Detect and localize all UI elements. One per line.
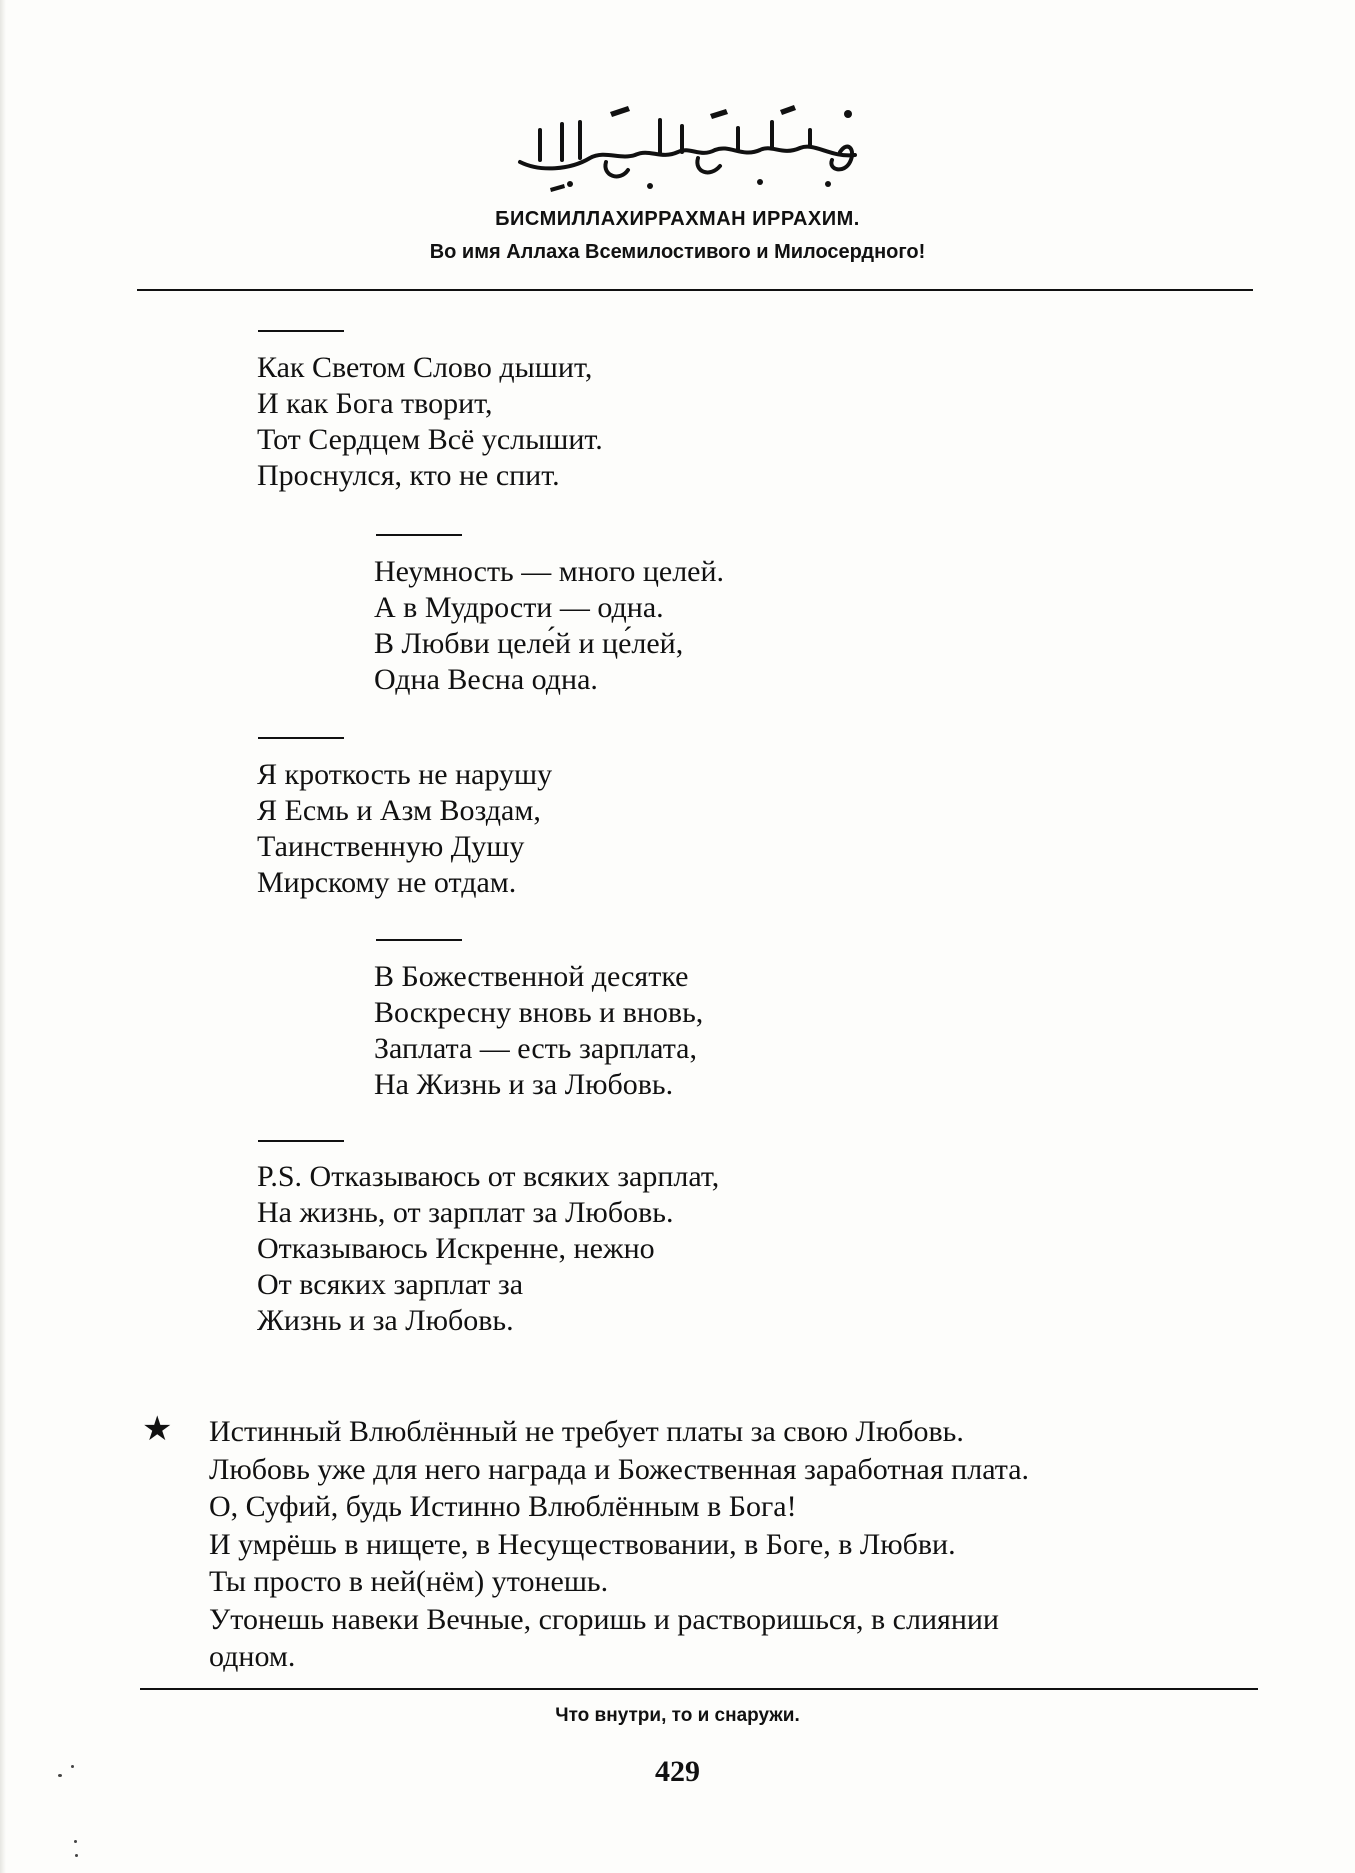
stanza-2 xyxy=(374,554,724,698)
header-rule xyxy=(137,289,1253,291)
scan-speck xyxy=(71,1765,74,1768)
stanza-separator xyxy=(376,534,462,536)
footer-rule xyxy=(140,1688,1258,1690)
bismillah-calligraphy-icon xyxy=(510,100,870,200)
stanza-line: P.S. Отказываюсь от всяких зарплат, xyxy=(257,1160,720,1193)
stanza-separator xyxy=(258,330,344,332)
stanza-line: На Жизнь и за Любовь. xyxy=(374,1068,674,1101)
stanza-line: Проснулся, кто не спит. xyxy=(257,459,560,492)
stanza-separator xyxy=(376,939,462,941)
stanza-3 xyxy=(257,757,552,901)
stanza-separator xyxy=(258,1140,344,1142)
stanza-line: Отказываюсь Искренне, нежно xyxy=(257,1232,655,1265)
header-subtitle: Во имя Аллаха Всемилостивого и Милосердного! xyxy=(429,241,926,263)
page-number: 429 xyxy=(655,1755,700,1788)
scan-speck xyxy=(58,1774,62,1777)
footer-motto: Что внутри, то и снаружи. xyxy=(555,1705,800,1726)
header-title: БИСМИЛЛАХИРРАХМАН ИРРАХИМ. xyxy=(495,208,860,230)
stanza-line: В Любви целе́й и це́лей, xyxy=(374,627,684,660)
page-edge-shadow xyxy=(0,0,6,1873)
commentary-note xyxy=(209,1413,1229,1676)
stanza-line: Мирскому не отдам. xyxy=(257,866,517,899)
scan-speck xyxy=(75,1854,78,1857)
stanza-4 xyxy=(374,959,703,1103)
stanza-line: Как Светом Слово дышит, xyxy=(257,351,593,384)
note-line: Утонешь навеки Вечные, сгоришь и растворишься, в слиянии xyxy=(209,1602,999,1636)
star-icon: ★ xyxy=(142,1409,173,1449)
note-line: Истинный Влюблённый не требует платы за свою Любовь. xyxy=(209,1415,964,1448)
stanza-line: Заплата — есть зарплата, xyxy=(374,1032,697,1065)
stanza-line: А в Мудрости — одна. xyxy=(374,591,664,624)
note-line: О, Суфий, будь Истинно Влюблённым в Бога! xyxy=(209,1490,797,1523)
stanza-separator xyxy=(258,737,344,739)
stanza-line: Воскресну вновь и вновь, xyxy=(374,996,704,1029)
stanza-5-postscript xyxy=(257,1159,719,1339)
stanza-line: Неумность — много целей. xyxy=(374,555,725,588)
stanza-line: И как Бога творит, xyxy=(257,387,493,420)
stanza-line: Таинственную Душу xyxy=(257,830,525,863)
stanza-line: Я Есмь и Азм Воздам, xyxy=(257,794,541,827)
stanza-line: Жизнь и за Любовь. xyxy=(257,1304,514,1337)
stanza-line: В Божественной десятке xyxy=(374,960,689,993)
note-line: Любовь уже для него награда и Божественная заработная плата. xyxy=(209,1452,1030,1486)
stanza-line: На жизнь, от зарплат за Любовь. xyxy=(257,1196,674,1229)
stanza-line: Одна Весна одна. xyxy=(374,663,598,696)
stanza-line: От всяких зарплат за xyxy=(257,1268,524,1301)
note-line: Ты просто в ней(нём) утонешь. xyxy=(209,1565,609,1598)
stanza-line: Я кроткость не нарушу xyxy=(257,758,553,791)
stanza-line: Тот Сердцем Всё услышит. xyxy=(257,423,603,456)
stanza-1 xyxy=(257,350,603,494)
note-line: одном. xyxy=(209,1640,296,1673)
note-line: И умрёшь в нищете, в Несуществовании, в Боге, в Любви. xyxy=(209,1527,956,1561)
scan-speck xyxy=(74,1840,77,1843)
